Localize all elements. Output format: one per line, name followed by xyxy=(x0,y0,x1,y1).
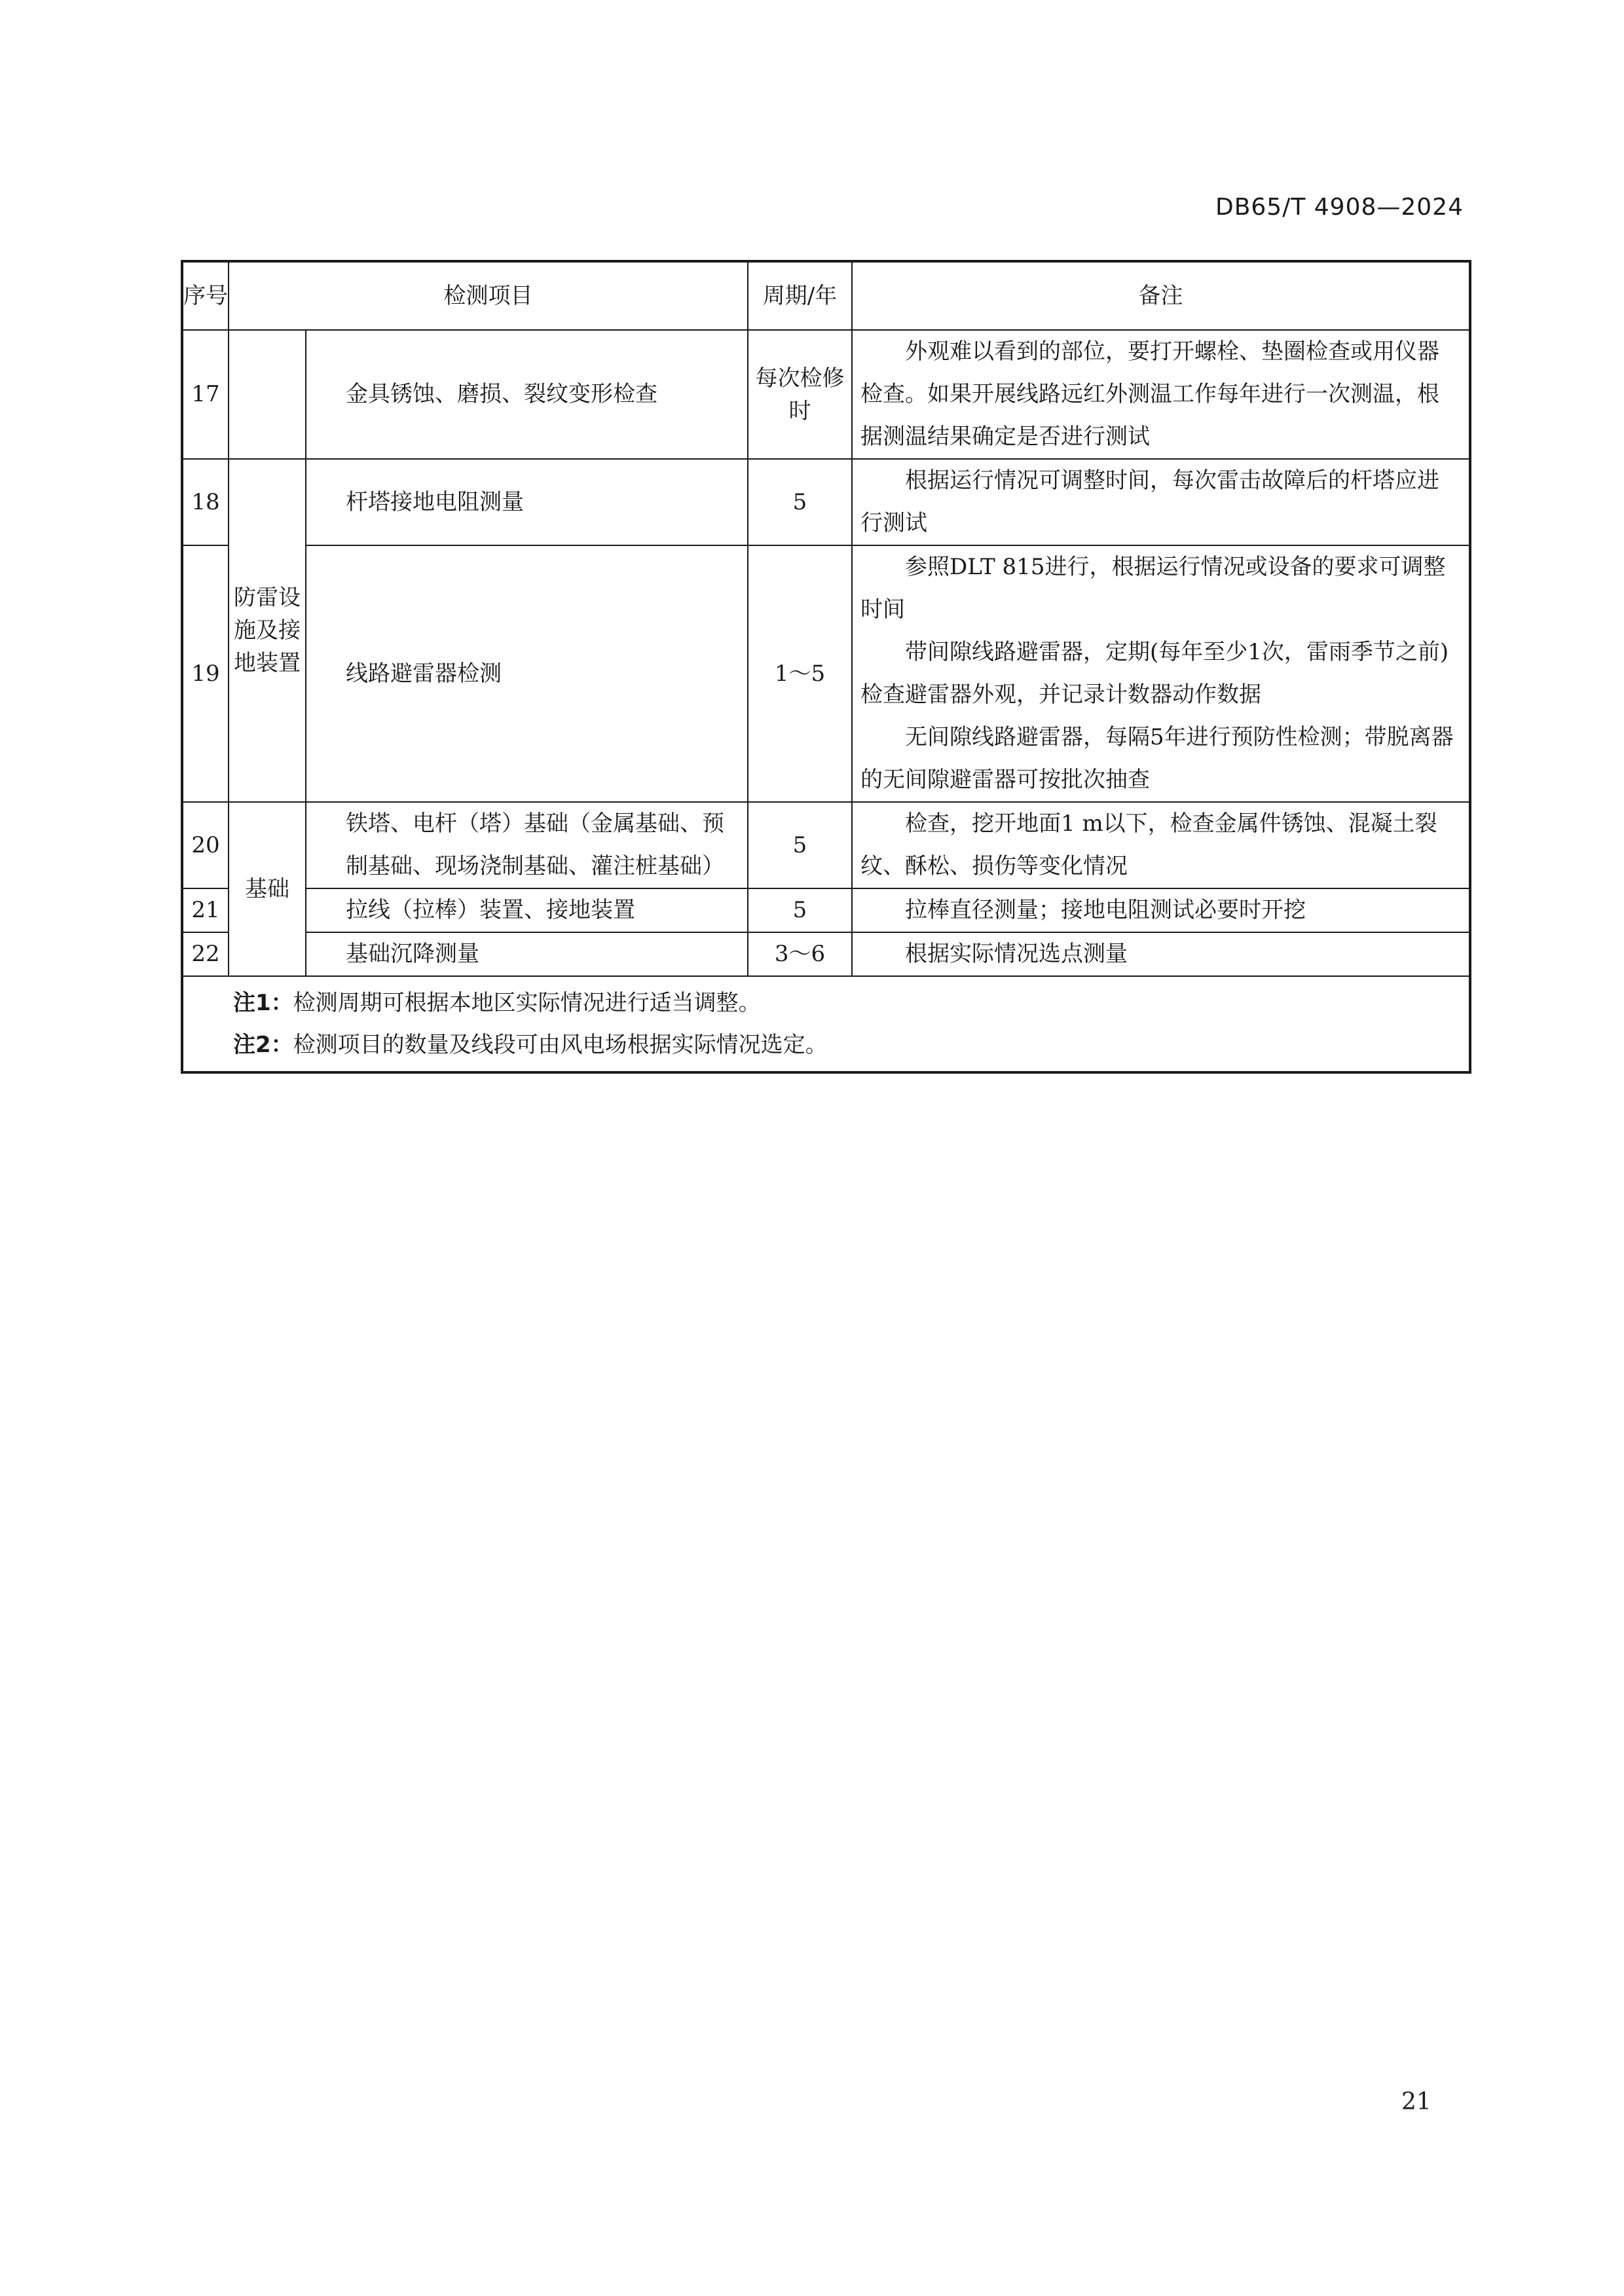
row-period: 每次检修时 xyxy=(748,330,852,459)
row-seq: 18 xyxy=(182,459,229,545)
note-label: 注2： xyxy=(233,1032,293,1058)
row-remark xyxy=(852,459,1470,545)
remark-paragraph: 根据实际情况选点测量 xyxy=(905,941,1128,967)
row-seq: 19 xyxy=(182,545,229,802)
remark-paragraph: 拉棒直径测量；接地电阻测试必要时开挖 xyxy=(905,897,1306,923)
document-code: DB65/T 4908—2024 xyxy=(1215,194,1464,221)
note-2 xyxy=(233,1024,1456,1066)
notes-row xyxy=(182,976,1470,1072)
note-label: 注1： xyxy=(233,990,293,1016)
row-period: 1～5 xyxy=(748,545,852,802)
table-row xyxy=(182,330,1470,459)
row-item: 杆塔接地电阻测量 xyxy=(306,459,748,545)
header-period: 周期/年 xyxy=(748,261,852,330)
row-period: 3～6 xyxy=(748,932,852,976)
header-seq: 序号 xyxy=(182,261,229,330)
note-text: 检测项目的数量及线段可由风电场根据实际情况选定。 xyxy=(293,1032,828,1058)
remark-paragraph: 无间隙线路避雷器，每隔5年进行预防性检测；带脱离器的无间隙避雷器可按批次抽查 xyxy=(860,724,1454,793)
table-row xyxy=(182,932,1470,976)
row-seq: 22 xyxy=(182,932,229,976)
row-item: 线路避雷器检测 xyxy=(306,545,748,802)
group-foundation: 基础 xyxy=(229,802,306,976)
table-row xyxy=(182,545,1470,802)
table-row xyxy=(182,802,1470,888)
row-seq: 20 xyxy=(182,802,229,888)
row-seq: 21 xyxy=(182,888,229,932)
header-item: 检测项目 xyxy=(229,261,748,330)
remark-paragraph: 参照DLT 815进行，根据运行情况或设备的要求可调整时间 xyxy=(860,554,1446,623)
row-remark xyxy=(852,802,1470,888)
row-remark xyxy=(852,888,1470,932)
row-period: 5 xyxy=(748,802,852,888)
inspection-table xyxy=(181,260,1471,1074)
table-row xyxy=(182,459,1470,545)
row-item: 铁塔、电杆（塔）基础（金属基础、预制基础、现场浇制基础、灌注桩基础） xyxy=(306,802,748,888)
note-text: 检测周期可根据本地区实际情况进行适当调整。 xyxy=(293,990,761,1016)
table-row xyxy=(182,888,1470,932)
row-seq: 17 xyxy=(182,330,229,459)
header-remark: 备注 xyxy=(852,261,1470,330)
row-period: 5 xyxy=(748,888,852,932)
row-period: 5 xyxy=(748,459,852,545)
remark-paragraph: 根据运行情况可调整时间，每次雷击故障后的杆塔应进行测试 xyxy=(860,467,1439,536)
notes-cell xyxy=(182,976,1470,1072)
group-empty-cell xyxy=(229,330,306,459)
row-item: 基础沉降测量 xyxy=(306,932,748,976)
remark-paragraph: 检查，挖开地面1 m以下，检查金属件锈蚀、混凝土裂纹、酥松、损伤等变化情况 xyxy=(860,811,1437,879)
table-header-row xyxy=(182,261,1470,330)
remark-paragraph: 外观难以看到的部位，要打开螺栓、垫圈检查或用仪器检查。如果开展线路远红外测温工作每年进行一次测温，根据测温结果确定是否进行测试 xyxy=(860,338,1439,450)
remark-paragraph: 带间隙线路避雷器，定期(每年至少1次，雷雨季节之前)检查避雷器外观，并记录计数器动作数据 xyxy=(860,639,1449,708)
note-1 xyxy=(233,982,1456,1024)
row-item: 拉线（拉棒）装置、接地装置 xyxy=(306,888,748,932)
row-remark xyxy=(852,932,1470,976)
page-number: 21 xyxy=(1401,2088,1431,2115)
row-remark xyxy=(852,545,1470,802)
group-lightning: 防雷设施及接地装置 xyxy=(229,459,306,802)
row-remark xyxy=(852,330,1470,459)
row-item: 金具锈蚀、磨损、裂纹变形检查 xyxy=(306,330,748,459)
